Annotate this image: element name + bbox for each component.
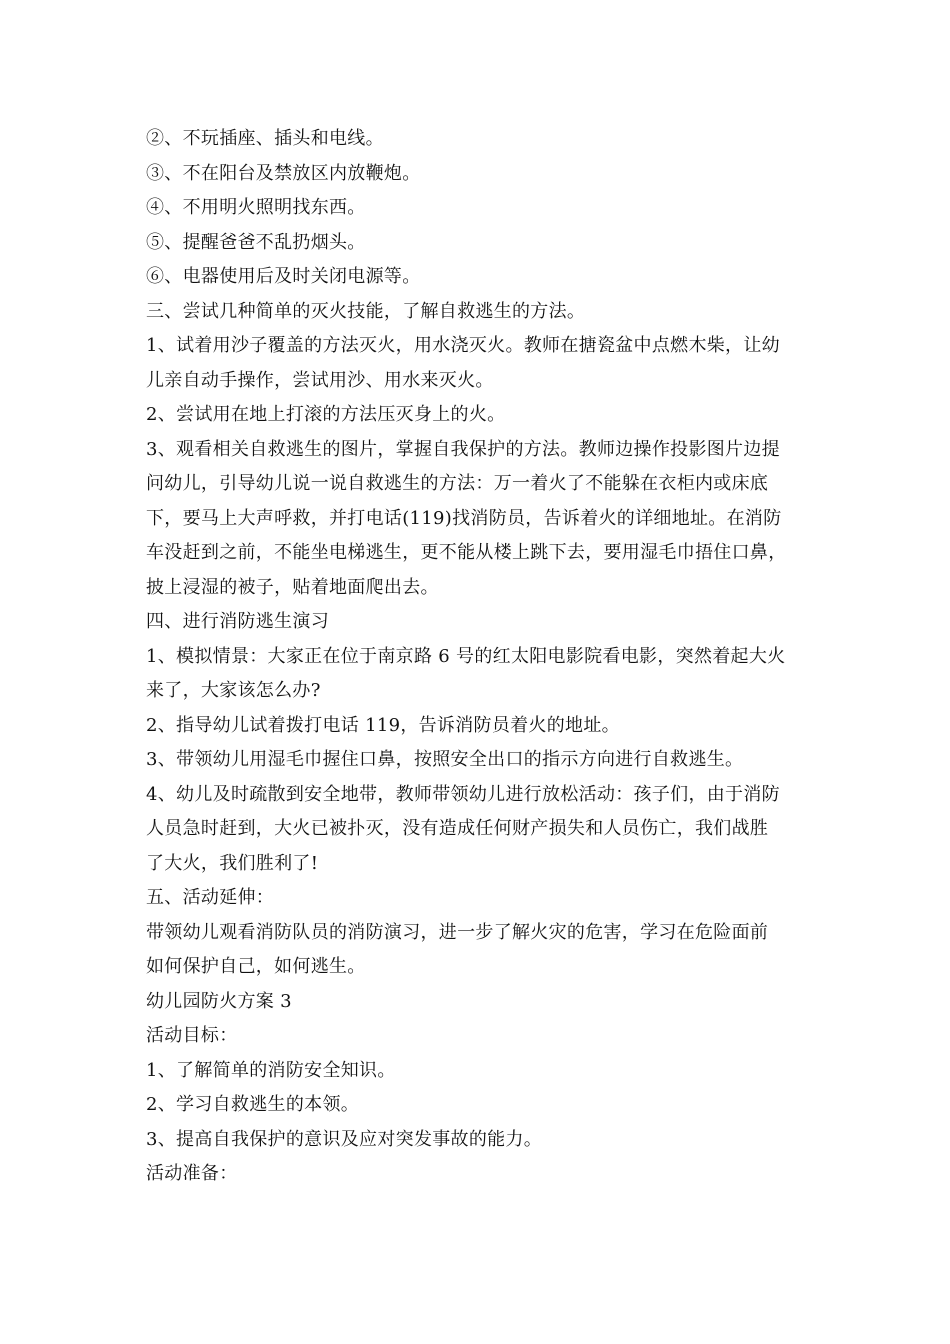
text-line: 人员急时赶到，大火已被扑灭，没有造成任何财产损失和人员伤亡，我们战胜 (146, 818, 769, 839)
text-line: 4、幼儿及时疏散到安全地带，教师带领幼儿进行放松活动：孩子们，由于消防 (146, 783, 780, 805)
text-line: 2、学习自救逃生的本领。 (146, 1094, 360, 1115)
text-line: 1、试着用沙子覆盖的方法灭火，用水浇灭火。教师在搪瓷盆中点燃木柴，让幼 (146, 335, 780, 356)
text-line: ②、不玩插座、插头和电线。 (146, 128, 384, 149)
text-line: 车没赶到之前，不能坐电梯逃生，更不能从楼上跳下去，要用湿毛巾捂住口鼻， (146, 542, 787, 563)
section-heading: 四、进行消防逃生演习 (146, 611, 329, 632)
text-line: ③、不在阳台及禁放区内放鞭炮。 (146, 162, 421, 184)
text-line: 披上浸湿的被子，贴着地面爬出去。 (146, 576, 439, 598)
text-line: 2、指导幼儿试着拨打电话 119，告诉消防员着火的地址。 (146, 714, 620, 736)
plan-title: 幼儿园防火方案 3 (146, 990, 292, 1012)
text-line: 如何保护自己，如何逃生。 (146, 956, 366, 977)
section-heading: 活动准备： (146, 1163, 238, 1184)
text-line: 1、了解简单的消防安全知识。 (146, 1059, 396, 1081)
text-line: ⑤、提醒爸爸不乱扔烟头。 (146, 231, 366, 253)
text-line: 带领幼儿观看消防队员的消防演习，进一步了解火灾的危害，学习在危险面前 (146, 921, 769, 943)
text-line: ⑥、电器使用后及时关闭电源等。 (146, 266, 421, 287)
section-heading: 活动目标： (146, 1025, 238, 1046)
section-heading: 五、活动延伸： (146, 887, 275, 908)
text-line: 3、带领幼儿用湿毛巾握住口鼻，按照安全出口的指示方向进行自救逃生。 (146, 749, 744, 770)
text-line: 2、尝试用在地上打滚的方法压灭身上的火。 (146, 404, 506, 425)
document-body (146, 122, 826, 1192)
text-line: 了大火，我们胜利了! (146, 852, 319, 874)
text-line: 3、观看相关自救逃生的图片，掌握自我保护的方法。教师边操作投影图片边提 (146, 438, 780, 460)
section-heading: 三、尝试几种简单的灭火技能，了解自救逃生的方法。 (146, 300, 586, 322)
text-line: 下，要马上大声呼救，并打电话(119)找消防员，告诉着火的详细地址。在消防 (146, 507, 782, 529)
text-line: 3、提高自我保护的意识及应对突发事故的能力。 (146, 1128, 543, 1150)
text-line: 儿亲自动手操作，尝试用沙、用水来灭火。 (146, 369, 494, 391)
text-line: 来了，大家该怎么办? (146, 680, 321, 701)
text-line: ④、不用明火照明找东西。 (146, 197, 366, 218)
text-line: 问幼儿，引导幼儿说一说自救逃生的方法：万一着火了不能躲在衣柜内或床底 (146, 473, 769, 494)
text-line: 1、模拟情景：大家正在位于南京路 6 号的红太阳电影院看电影，突然着起大火 (146, 645, 786, 667)
